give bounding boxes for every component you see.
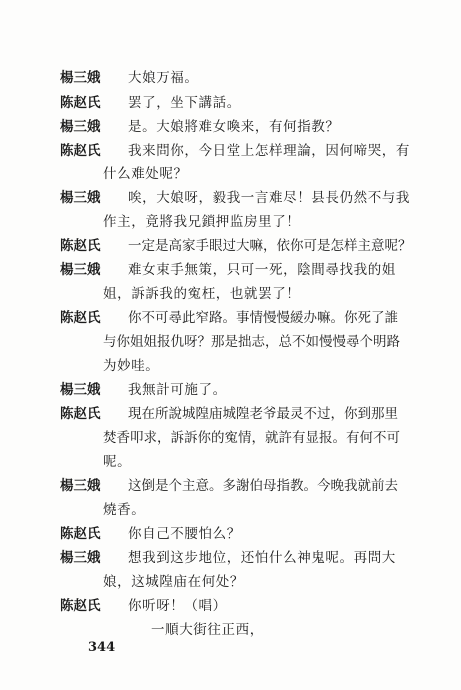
dialogue-line [0, 426, 461, 450]
speaker-name: 楊三娥 [60, 262, 101, 278]
line-text: 为妙哇。 [103, 358, 160, 374]
dialogue-line [0, 210, 461, 234]
dialogue-line [0, 186, 461, 210]
line-text: 这倒是个主意。多謝伯母指教。今晚我就前去 [128, 478, 398, 494]
line-text: 姐，訴訴我的寃枉，也就罢了！ [103, 286, 301, 302]
line-text: 难女束手無策，只可一死，陰間尋找我的姐 [128, 262, 396, 278]
dialogue-line [0, 330, 461, 354]
line-text: 与你姐姐报仇呀？那是拙志，总不如慢慢尋个明路 [103, 334, 400, 350]
line-text: 焚香叩求，訴訴你的寃情，就許有显报。有何不可 [103, 430, 400, 446]
line-text: 想我到这步地位，还怕什么神鬼呢。再問大 [128, 550, 396, 566]
line-text: 一順大街往正西， [151, 622, 264, 638]
line-text: 什么难处呢？ [103, 166, 188, 182]
speaker-name: 陈赵氏 [60, 95, 101, 111]
dialogue-line [0, 258, 461, 282]
dialogue-line [0, 354, 461, 378]
speaker-name: 陈赵氏 [60, 143, 101, 159]
line-text: 呢。 [103, 454, 132, 470]
song-line [0, 618, 461, 642]
dialogue-line [0, 162, 461, 186]
speaker-name: 陈赵氏 [60, 310, 101, 326]
dialogue-line [0, 570, 461, 594]
page-number: 344 [88, 640, 116, 655]
dialogue-line [0, 91, 461, 115]
speaker-name: 楊三娥 [60, 190, 101, 206]
line-text: 罢了，坐下講話。 [128, 95, 241, 111]
speaker-name: 陈赵氏 [60, 526, 101, 542]
line-text: 大娘万福。 [128, 70, 199, 86]
speaker-name: 陈赵氏 [60, 406, 101, 422]
dialogue-line [0, 450, 461, 474]
speaker-name: 楊三娥 [60, 70, 101, 86]
dialogue-line [0, 594, 461, 618]
speaker-name: 楊三娥 [60, 478, 101, 494]
dialogue-line [0, 139, 461, 163]
line-text: 燒香。 [103, 502, 146, 518]
speaker-name: 陈赵氏 [60, 238, 101, 254]
line-text: 我来問你，今日堂上怎样理論，因何啼哭，有 [128, 143, 410, 159]
line-text: 是。大娘將难女喚来，有何指教？ [128, 119, 340, 135]
dialogue-line [0, 498, 461, 522]
line-text: 唉，大娘呀，毅我一言难尽！县長仍然不与我 [128, 190, 410, 206]
speaker-name: 楊三娥 [60, 382, 101, 398]
line-text: 你自己不腰怕么？ [128, 526, 241, 542]
dialogue-line [0, 378, 461, 402]
dialogue-line [0, 282, 461, 306]
line-text: 作主，竟將我兄鎖押监房里了！ [103, 214, 301, 230]
line-text: 你听呀！（唱） [128, 598, 227, 614]
line-text: 娘，这城隍庙在何处？ [103, 574, 244, 590]
dialogue-line [0, 546, 461, 570]
line-text: 現在所說城隍庙城隍老爷最灵不过，你到那里 [128, 406, 398, 422]
dialogue-line [0, 474, 461, 498]
speaker-name: 陈赵氏 [60, 598, 101, 614]
line-text: 你不可尋此窄路。事情慢慢緩办嘛。你死了誰 [128, 310, 398, 326]
line-text: 我無計可施了。 [128, 382, 227, 398]
dialogue-line [0, 306, 461, 330]
line-text: 一定是高家手眼过大嘛，依你可是怎样主意呢？ [128, 238, 412, 254]
dialogue-line [0, 115, 461, 139]
dialogue-line [0, 234, 461, 258]
dialogue-line [0, 402, 461, 426]
speaker-name: 楊三娥 [60, 119, 101, 135]
dialogue-line [0, 522, 461, 546]
dialogue-line [0, 66, 461, 90]
speaker-name: 楊三娥 [60, 550, 101, 566]
